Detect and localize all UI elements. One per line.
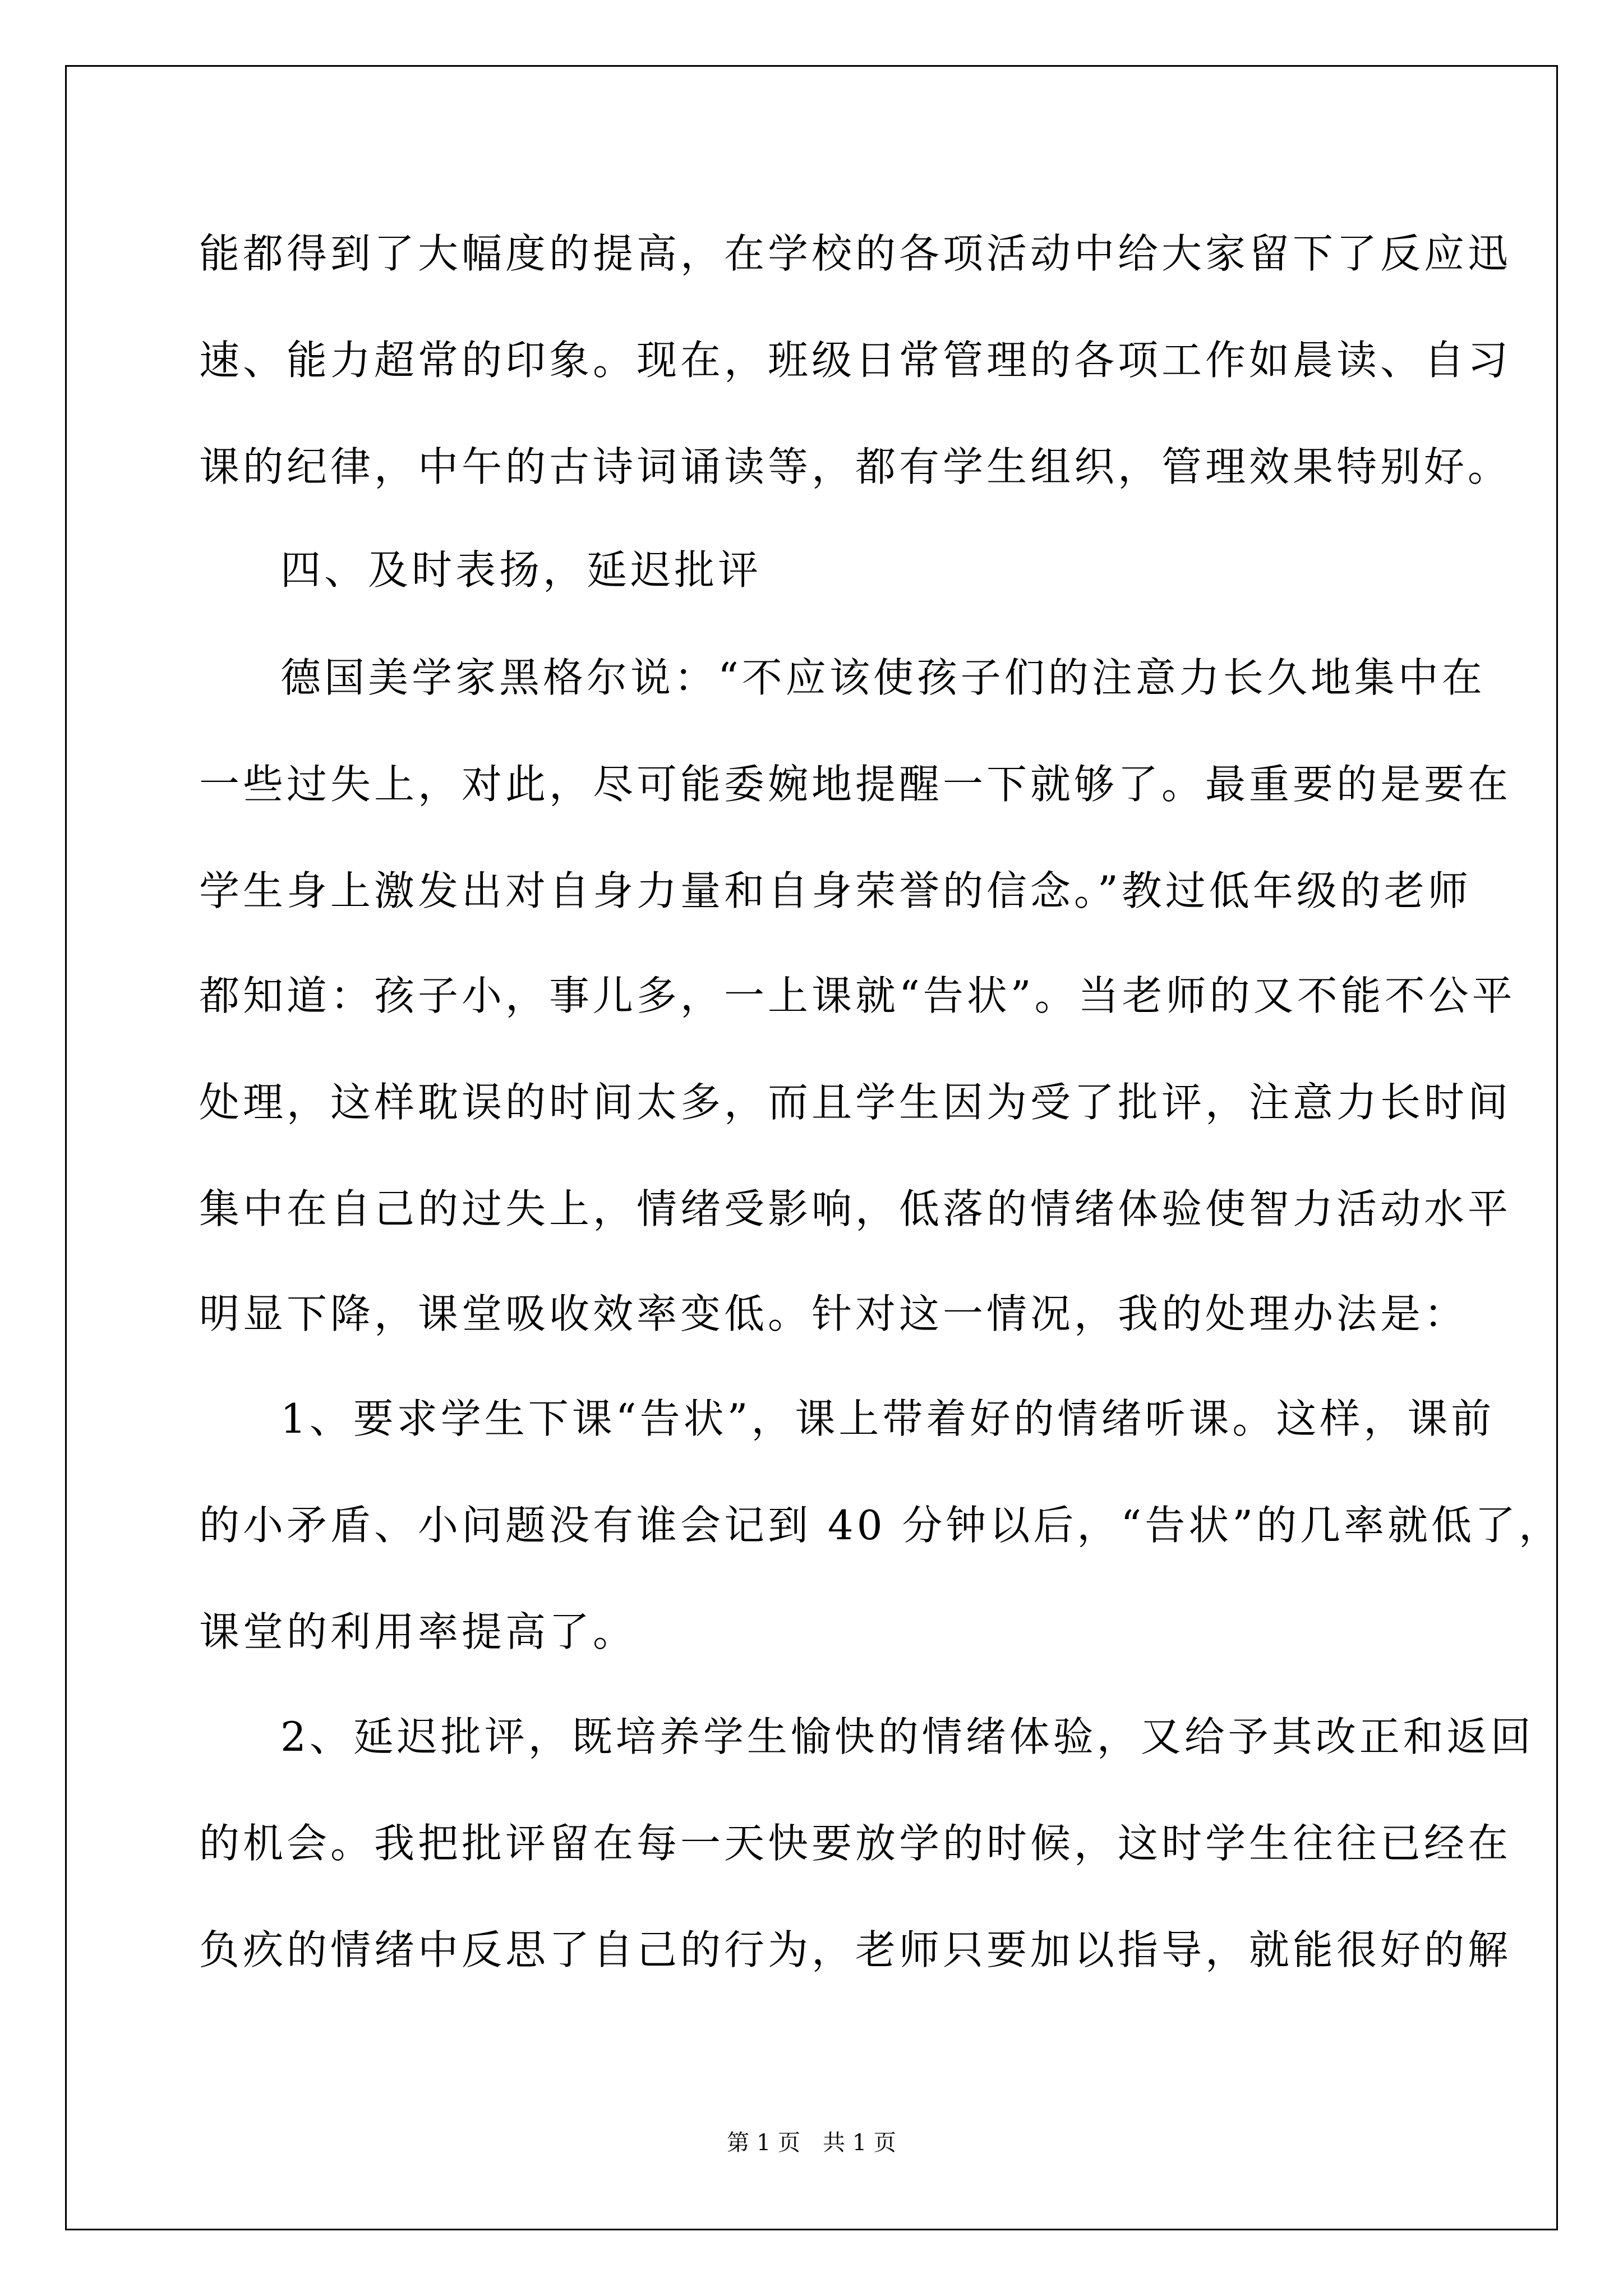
text-line: 明显下降，课堂吸收效率变低。针对这一情况，我的处理办法是： bbox=[199, 1290, 1468, 1337]
text-line: 集中在自己的过失上，情绪受影响，低落的情绪体验使智力活动水平 bbox=[199, 1185, 1512, 1232]
text-line: 负疚的情绪中反思了自己的行为，老师只要加以指导，就能很好的解 bbox=[199, 1926, 1512, 1973]
text-line: 2、延迟批评，既培养学生愉快的情绪体验，又给予其改正和返回 bbox=[280, 1713, 1534, 1760]
page-border bbox=[65, 65, 1558, 2230]
text-line: 1、要求学生下课“告状”，课上带着好的情绪听课。这样，课前 bbox=[280, 1395, 1495, 1442]
section-heading: 四、及时表扬，延迟批评 bbox=[280, 546, 762, 593]
text-line: 速、能力超常的印象。现在，班级日常管理的各项工作如晨读、自习 bbox=[199, 337, 1512, 384]
text-line: 的小矛盾、小问题没有谁会记到 40 分钟以后，“告状”的几率就低了， bbox=[199, 1502, 1563, 1549]
text-line: 的机会。我把批评留在每一天快要放学的时候，这时学生往往已经在 bbox=[199, 1820, 1512, 1867]
text-line: 处理，这样耽误的时间太多，而且学生因为受了批评，注意力长时间 bbox=[199, 1079, 1512, 1126]
page-footer: 第 1 页 共 1 页 bbox=[727, 2130, 896, 2156]
text-line: 能都得到了大幅度的提高，在学校的各项活动中给大家留下了反应迅 bbox=[199, 230, 1512, 277]
text-line: 课堂的利用率提高了。 bbox=[199, 1608, 637, 1655]
text-line: 课的纪律，中午的古诗词诵读等，都有学生组织，管理效果特别好。 bbox=[199, 443, 1512, 490]
text-line: 一些过失上，对此，尽可能委婉地提醒一下就够了。最重要的是要在 bbox=[199, 761, 1512, 808]
text-line: 都知道：孩子小，事儿多，一上课就“告状”。当老师的又不能不公平 bbox=[199, 972, 1516, 1019]
text-line: 德国美学家黑格尔说：“不应该使孩子们的注意力长久地集中在 bbox=[280, 654, 1486, 701]
text-line: 学生身上激发出对自身力量和自身荣誉的信念。”教过低年级的老师 bbox=[199, 867, 1472, 914]
